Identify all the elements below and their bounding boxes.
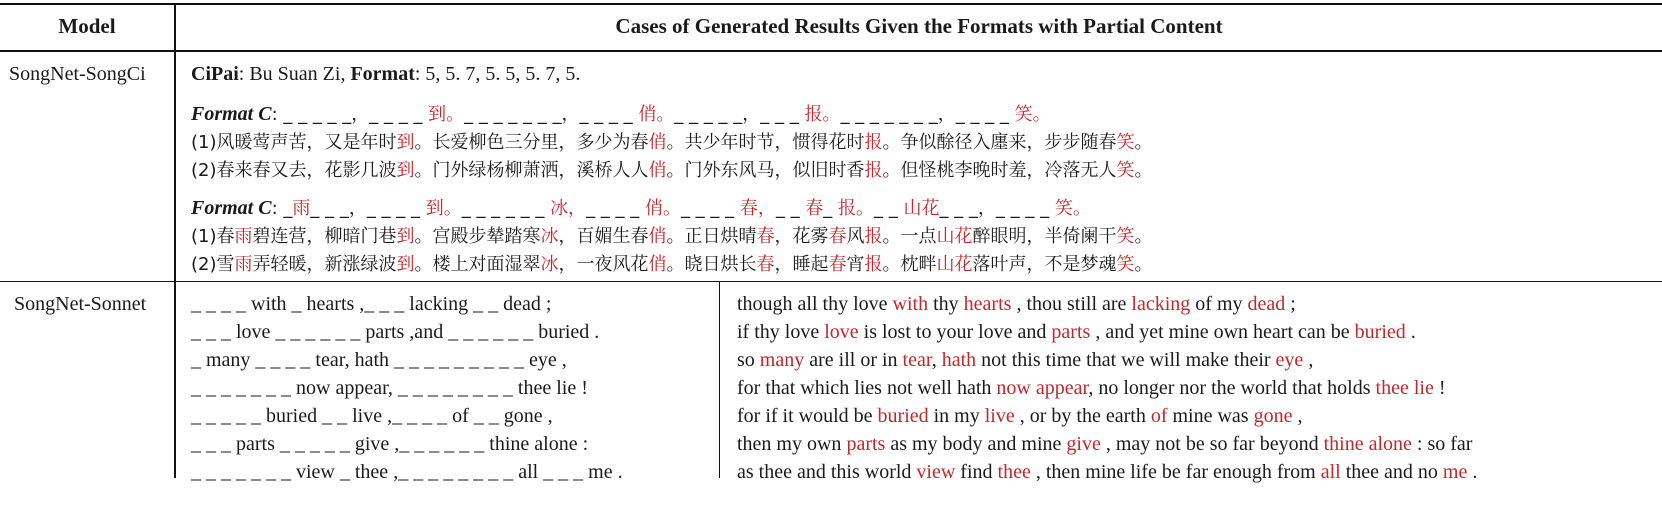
text-segment: _ _ _ _ _ _ _，_ _ _ _ bbox=[464, 104, 639, 125]
highlight-token: thee bbox=[997, 461, 1031, 483]
sonnet-template-line: _ _ _ _ _ _ _ now appear, _ _ _ _ _ _ _ _ thee lie ! bbox=[191, 377, 588, 399]
highlight-token: 报 bbox=[864, 160, 883, 181]
format-c-label: Format C bbox=[191, 103, 272, 125]
highlight-token: with bbox=[892, 293, 929, 315]
highlight-token: 山花 bbox=[936, 226, 973, 247]
highlight-token: 报 bbox=[864, 132, 883, 153]
text-segment: _ _ _ _ _，_ _ _ bbox=[674, 104, 805, 125]
text-segment: : so far bbox=[1411, 433, 1473, 455]
highlight-token: 到 bbox=[396, 226, 415, 247]
text-segment: in my bbox=[928, 405, 985, 427]
sonnet-output-line bbox=[737, 374, 1477, 402]
highlight-token: 俏 bbox=[648, 226, 667, 247]
text-segment: 醉眼明，半倚阑干 bbox=[972, 226, 1117, 247]
highlight-token: 笑 bbox=[1116, 226, 1135, 247]
highlight-token: 春 bbox=[756, 254, 775, 275]
highlight-token: live bbox=[984, 405, 1015, 427]
text-segment: , or by the earth bbox=[1014, 405, 1151, 427]
highlight-token: 俏 bbox=[648, 132, 667, 153]
text-segment: 。争似酴径入廛来，步步随春 bbox=[882, 132, 1117, 153]
sonnet-template-line: _ _ _ _ _ _ _ view _ thee ,_ _ _ _ _ _ _ _ all _ _ _ me . bbox=[191, 461, 623, 483]
highlight-token: 俏 bbox=[648, 160, 667, 181]
text-segment: : _ bbox=[271, 198, 293, 219]
sonnet-templates bbox=[191, 290, 623, 486]
highlight-token: 笑。 bbox=[1054, 198, 1091, 219]
highlight-token: of bbox=[1150, 405, 1168, 427]
text-segment: 碧连营，柳暗门巷 bbox=[252, 226, 397, 247]
text-segment: (1)春 bbox=[191, 226, 235, 247]
songci-output-line bbox=[191, 157, 1153, 185]
sonnet-column-divider bbox=[719, 281, 720, 478]
highlight-token: thee lie bbox=[1375, 377, 1434, 399]
sonnet-outputs bbox=[737, 290, 1477, 486]
text-segment: 。门外绿杨柳萧洒，溪桥人人 bbox=[414, 160, 649, 181]
highlight-token: 报。 bbox=[804, 104, 841, 125]
cipai-label: CiPai bbox=[191, 63, 239, 85]
sonnet-output-line bbox=[737, 318, 1477, 346]
text-segment: (1)风暖莺声苦，又是年时 bbox=[191, 132, 397, 153]
text-segment: 。一点 bbox=[882, 226, 937, 247]
highlight-token: buried bbox=[1354, 321, 1406, 343]
text-segment: ，睡起 bbox=[774, 254, 829, 275]
text-segment: , thou still are bbox=[1011, 293, 1132, 315]
highlight-token: 山花 bbox=[936, 254, 973, 275]
highlight-token: 俏。 bbox=[644, 198, 681, 219]
sonnet-output-line bbox=[737, 458, 1477, 486]
highlight-token: 冰， bbox=[550, 198, 587, 219]
highlight-token: 到。 bbox=[428, 104, 465, 125]
songci-output-line bbox=[191, 223, 1153, 251]
highlight-token: 报。 bbox=[838, 198, 875, 219]
text-segment: , and yet mine own heart can be bbox=[1090, 321, 1355, 343]
text-segment: 。宫殿步辇踏寒 bbox=[414, 226, 541, 247]
text-segment: . bbox=[1467, 461, 1478, 483]
highlight-token: 雨 bbox=[292, 198, 311, 219]
text-segment: _ bbox=[823, 198, 839, 219]
highlight-token: 春， bbox=[739, 198, 776, 219]
highlight-token: 俏 bbox=[648, 254, 667, 275]
text-segment: thee and no bbox=[1340, 461, 1443, 483]
format-label: Format bbox=[350, 63, 415, 85]
highlight-token: 到 bbox=[396, 254, 415, 275]
text-segment: : bbox=[271, 104, 284, 125]
highlight-token: parts bbox=[1051, 321, 1091, 343]
sonnet-output-line bbox=[737, 402, 1477, 430]
format-value: : 5, 5. 7, 5. 5, 5. 7, 5. bbox=[414, 63, 581, 85]
text-segment: _ _ _ _ _ _ _，_ _ _ _ bbox=[840, 104, 1015, 125]
highlight-token: 笑 bbox=[1116, 254, 1135, 275]
songci-block-2 bbox=[191, 194, 1153, 279]
text-segment: , bbox=[931, 349, 942, 371]
text-segment: _ _ _ _ _，_ _ _ _ bbox=[283, 104, 429, 125]
highlight-token: hearts bbox=[963, 293, 1012, 315]
text-segment: for that which lies not well hath bbox=[737, 377, 997, 399]
text-segment: 。 bbox=[1134, 160, 1153, 181]
text-segment: ! bbox=[1433, 377, 1446, 399]
highlight-token: gone bbox=[1253, 405, 1293, 427]
text-segment: 落叶声，不是梦魂 bbox=[972, 254, 1117, 275]
sonnet-template-line: _ _ _ _ _ buried _ _ live ,_ _ _ _ of _ _ gone , bbox=[191, 405, 553, 427]
text-segment: , bbox=[1303, 349, 1314, 371]
text-segment: is lost to your love and bbox=[858, 321, 1052, 343]
text-segment: as my body and mine bbox=[885, 433, 1067, 455]
text-segment: then my own bbox=[737, 433, 847, 455]
sonnet-output-line bbox=[737, 430, 1477, 458]
highlight-token: 报 bbox=[864, 226, 883, 247]
text-segment: as thee and this world bbox=[737, 461, 917, 483]
text-segment: ，百媚生春 bbox=[558, 226, 649, 247]
highlight-token: 俏。 bbox=[638, 104, 675, 125]
text-segment: ，一夜风花 bbox=[558, 254, 649, 275]
songci-block-1 bbox=[191, 100, 1153, 185]
text-segment: , bbox=[1292, 405, 1303, 427]
format-c-pattern bbox=[272, 104, 1051, 125]
highlight-token: 春 bbox=[828, 226, 847, 247]
text-segment: 。枕畔 bbox=[882, 254, 937, 275]
model-column-divider bbox=[174, 3, 176, 478]
text-segment: (2)雪 bbox=[191, 254, 235, 275]
text-segment: ; bbox=[1285, 293, 1296, 315]
text-segment: 。正日烘晴 bbox=[666, 226, 757, 247]
highlight-token: 到。 bbox=[425, 198, 462, 219]
text-segment: 。晓日烘长 bbox=[666, 254, 757, 275]
text-segment: _ _ _，_ _ _ _ bbox=[939, 198, 1055, 219]
text-segment: _ _ _ _ _ _ bbox=[461, 198, 551, 219]
model-sonnet: SongNet-Sonnet bbox=[14, 293, 147, 315]
highlight-token: 春 bbox=[805, 198, 824, 219]
text-segment: for if it would be bbox=[737, 405, 878, 427]
sonnet-template-line: _ _ _ _ with _ hearts ,_ _ _ lacking _ _ dead ; bbox=[191, 293, 552, 315]
text-segment: though all thy love bbox=[737, 293, 893, 315]
highlight-token: 笑 bbox=[1116, 132, 1135, 153]
text-segment: _ _ bbox=[874, 198, 904, 219]
text-segment: . bbox=[1405, 321, 1416, 343]
format-c-line-1 bbox=[191, 100, 1153, 129]
format-c-label: Format C bbox=[191, 197, 272, 219]
highlight-token: view bbox=[916, 461, 956, 483]
highlight-token: 冰 bbox=[540, 254, 559, 275]
highlight-token: 雨 bbox=[234, 226, 253, 247]
text-segment: mine was bbox=[1167, 405, 1254, 427]
text-segment: , may not be so far beyond bbox=[1100, 433, 1324, 455]
highlight-token: eye bbox=[1275, 349, 1304, 371]
format-c-pattern bbox=[272, 198, 1091, 219]
highlight-token: tear bbox=[902, 349, 932, 371]
text-segment: 。共少年时节，惯得花时 bbox=[666, 132, 865, 153]
text-segment: _ _ _ _ bbox=[586, 198, 645, 219]
text-segment: 。但怪桃李晚时羞，冷落无人 bbox=[882, 160, 1117, 181]
highlight-token: hath bbox=[941, 349, 977, 371]
highlight-token: lacking bbox=[1131, 293, 1191, 315]
text-segment: 弄轻暖，新涨绿波 bbox=[252, 254, 397, 275]
sonnet-template-line: _ _ _ love _ _ _ _ _ _ parts ,and _ _ _ _ _ _ buried . bbox=[191, 321, 600, 343]
text-segment: 。 bbox=[1134, 254, 1153, 275]
header-cases: Cases of Generated Results Given the Formats with Partial Content bbox=[615, 14, 1223, 38]
highlight-token: 雨 bbox=[234, 254, 253, 275]
highlight-token: 春 bbox=[828, 254, 847, 275]
text-segment: 风 bbox=[846, 226, 865, 247]
header-rule bbox=[0, 50, 1662, 52]
text-segment: (2)春来春又去，花影几波 bbox=[191, 160, 397, 181]
text-segment: if thy love bbox=[737, 321, 825, 343]
highlight-token: 春 bbox=[756, 226, 775, 247]
text-segment: _ _ _，_ _ _ _ bbox=[310, 198, 426, 219]
highlight-token: 到 bbox=[396, 132, 415, 153]
format-c-line-2 bbox=[191, 194, 1153, 223]
text-segment: 。门外东风马，似旧时香 bbox=[666, 160, 865, 181]
highlight-token: 山花 bbox=[903, 198, 940, 219]
highlight-token: many bbox=[759, 349, 805, 371]
highlight-token: love bbox=[824, 321, 859, 343]
text-segment: are ill or in bbox=[804, 349, 903, 371]
highlight-token: 报 bbox=[864, 254, 883, 275]
highlight-token: now appear bbox=[996, 377, 1089, 399]
songci-cipai-line bbox=[191, 60, 580, 88]
songci-output-line bbox=[191, 129, 1153, 157]
sonnet-template-line: _ _ _ parts _ _ _ _ _ give ,_ _ _ _ _ _ thine alone : bbox=[191, 433, 589, 455]
highlight-token: dead bbox=[1247, 293, 1286, 315]
sonnet-output-line bbox=[737, 290, 1477, 318]
top-rule bbox=[0, 3, 1662, 5]
highlight-token: parts bbox=[846, 433, 886, 455]
text-segment: find bbox=[955, 461, 998, 483]
highlight-token: buried bbox=[877, 405, 929, 427]
text-segment: so bbox=[737, 349, 760, 371]
text-segment: 。 bbox=[1134, 132, 1153, 153]
text-segment: _ _ _ _ bbox=[680, 198, 740, 219]
highlight-token: all bbox=[1320, 461, 1341, 483]
highlight-token: 到 bbox=[396, 160, 415, 181]
cipai-value: : Bu Suan Zi, bbox=[238, 63, 351, 85]
row-separator bbox=[0, 281, 1662, 282]
sonnet-output-line bbox=[737, 346, 1477, 374]
highlight-token: 冰 bbox=[540, 226, 559, 247]
text-segment: 。 bbox=[1134, 226, 1153, 247]
text-segment: not this time that we will make their bbox=[976, 349, 1276, 371]
highlight-token: give bbox=[1066, 433, 1101, 455]
songci-output-line bbox=[191, 251, 1153, 279]
text-segment: _ _ bbox=[775, 198, 806, 219]
highlight-token: thine alone bbox=[1323, 433, 1412, 455]
sonnet-template-line: _ many _ _ _ _ tear, hath _ _ _ _ _ _ _ _ _ eye , bbox=[191, 349, 567, 371]
text-segment: of my bbox=[1190, 293, 1248, 315]
highlight-token: 笑。 bbox=[1014, 104, 1051, 125]
text-segment: thy bbox=[928, 293, 964, 315]
model-songci: SongNet-SongCi bbox=[9, 63, 146, 85]
text-segment: 。长爱柳色三分里，多少为春 bbox=[414, 132, 649, 153]
header-model: Model bbox=[58, 14, 116, 38]
text-segment: , then mine life be far enough from bbox=[1030, 461, 1321, 483]
highlight-token: 笑 bbox=[1116, 160, 1135, 181]
text-segment: 。楼上对面湿翠 bbox=[414, 254, 541, 275]
highlight-token: me bbox=[1442, 461, 1468, 483]
text-segment: 宵 bbox=[846, 254, 865, 275]
text-segment: ，花雾 bbox=[774, 226, 829, 247]
text-segment: , no longer nor the world that holds bbox=[1088, 377, 1376, 399]
